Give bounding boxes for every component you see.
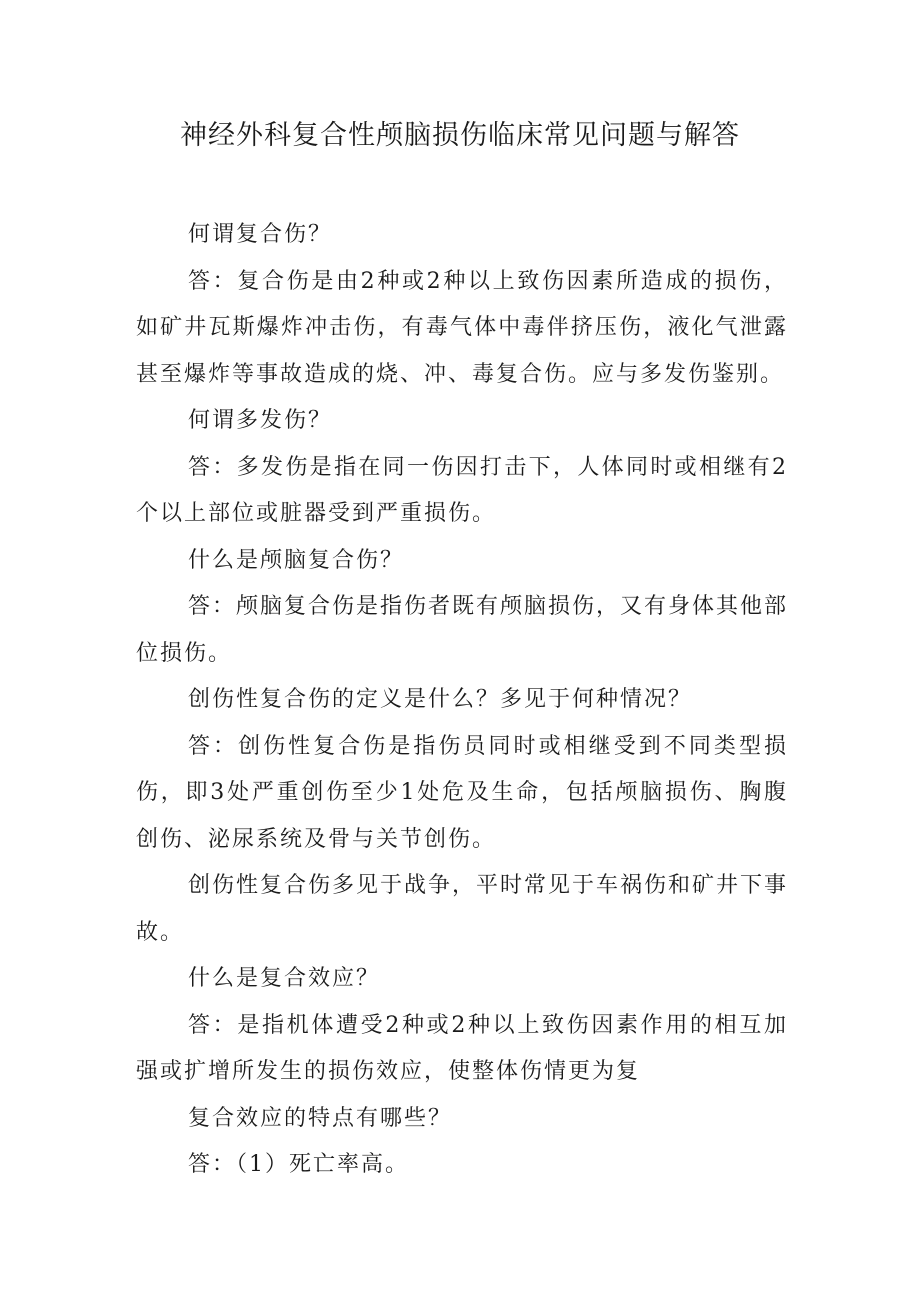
- paragraph-question: 什么是复合效应？: [188, 966, 381, 991]
- paragraph-answer: 答：复合伤是由2种或2种以上致伤因素所造成的损伤，如矿井瓦斯爆炸冲击伤，有毒气体中毒伴挤压伤，液化气泄露甚至爆炸等事故造成的烧、冲、毒复合伤。应与多发伤鉴别。: [136, 268, 788, 387]
- paragraph-question: 何谓多发伤？: [188, 408, 333, 433]
- paragraph-answer: 答：（1）死亡率高。: [188, 1152, 409, 1177]
- paragraph-question: 复合效应的特点有哪些？: [188, 1105, 453, 1131]
- document-title: 神经外科复合性颅脑损伤临床常见问题与解答: [180, 120, 740, 151]
- paragraph-answer: 答：是指机体遭受2种或2种以上致伤因素作用的相互加强或扩增所发生的损伤效应，使整体伤情更为复: [136, 1012, 788, 1084]
- document-body: [136, 212, 788, 1189]
- paragraph-answer: 答：颅脑复合伤是指伤者既有颅脑损伤，又有身体其他部位损伤。: [136, 594, 789, 666]
- paragraph-answer: 答：创伤性复合伤是指伤员同时或相继受到不同类型损伤，即3处严重创伤至少1处危及生命，包括颅脑损伤、胸腹创伤、泌尿系统及骨与关节创伤。: [136, 733, 788, 852]
- paragraph-answer: 创伤性复合伤多见于战争，平时常见于车祸伤和矿井下事故。: [136, 873, 789, 945]
- paragraph-answer: 答：多发伤是指在同一伤因打击下，人体同时或相继有2个以上部位或脏器受到严重损伤。: [136, 454, 788, 526]
- paragraph-question: 什么是颅脑复合伤？: [188, 547, 405, 573]
- paragraph-question: 何谓复合伤？: [188, 222, 333, 247]
- paragraph-question: 创伤性复合伤的定义是什么？多见于何种情况？: [188, 687, 693, 712]
